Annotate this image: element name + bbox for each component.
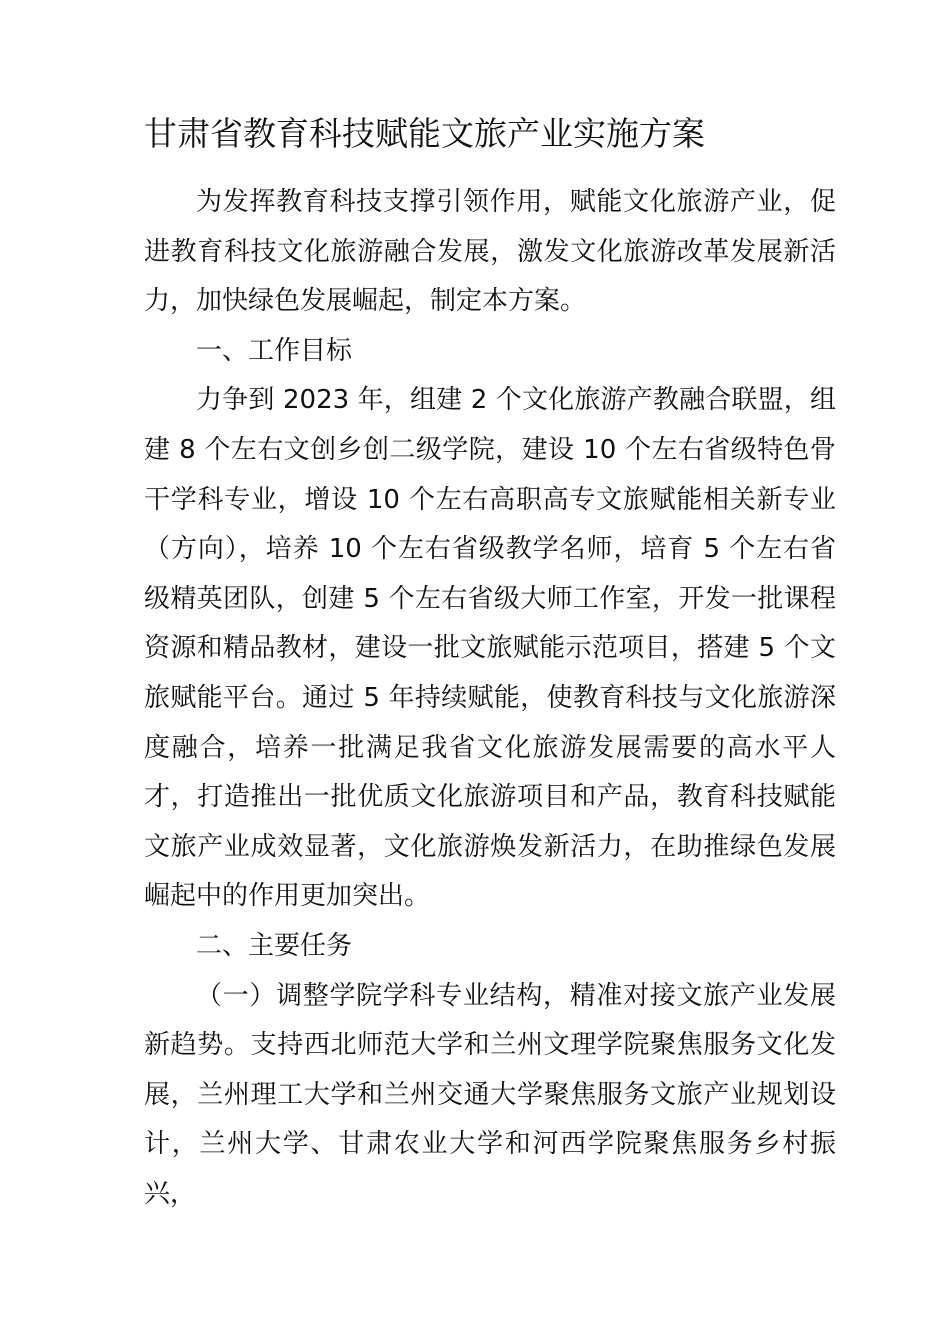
task-one-paragraph: （一）调整学院学科专业结构，精准对接文旅产业发展新趋势。支持西北师范大学和兰州文理学院聚焦服务文化发展，兰州理工大学和兰州交通大学聚焦服务文旅产业规划设计，兰州大学、甘肃农业大学和河西学院聚焦服务乡村振兴， <box>144 980 836 1209</box>
section-heading-work-goals: 一、工作目标 <box>196 335 353 366</box>
document-body <box>144 178 836 1219</box>
section-heading-main-tasks: 二、主要任务 <box>196 930 353 961</box>
goals-paragraph: 力争到 2023 年，组建 2 个文化旅游产教融合联盟，组建 8 个左右文创乡创二级学院，建设 10 个左右省级特色骨干学科专业，增设 10 个左右高职高专文旅赋能相关新专业（方向），培养 10 个左右省级教学名师，培育 5 个左右省级精英团队，创建 5 个左右省级大师工作室，开发一批课程资源和精品教材，建设一批文旅赋能示范项目，搭建 5 个文旅赋能平台。通过 5 年持续赋能，使教育科技与文化旅游深度融合，培养一批满足我省文化旅游发展需要的高水平人才，打造推出一批优质文化旅游项目和产品，教育科技赋能文旅产业成效显著，文化旅游焕发新活力，在助推绿色发展崛起中的作用更加突出。 <box>144 385 836 912</box>
document-title: 甘肃省教育科技赋能文旅产业实施方案 <box>144 114 705 153</box>
intro-paragraph: 为发挥教育科技支撑引领作用，赋能文化旅游产业，促进教育科技文化旅游融合发展，激发文化旅游改革发展新活力，加快绿色发展崛起，制定本方案。 <box>144 187 836 317</box>
